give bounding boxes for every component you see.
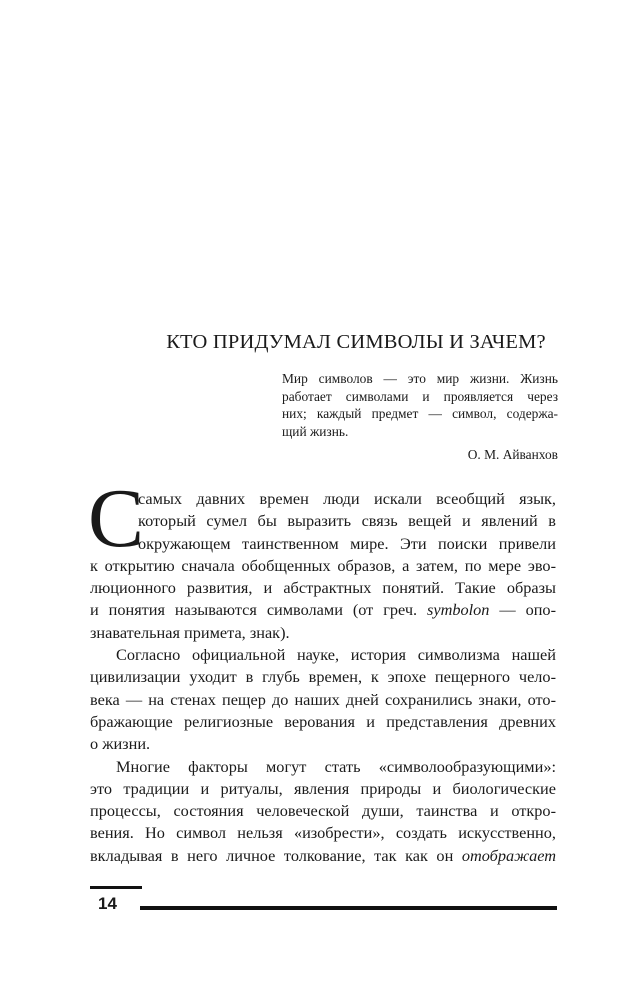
footer-rule-long [140, 906, 557, 910]
text-line: Многие факторы могут стать «символообразующими»: [116, 756, 556, 776]
epigraph-line: них; каждый предмет — символ, содержа- [282, 406, 558, 421]
epigraph-line: щий жизнь. [282, 423, 349, 439]
text-line: бражающие религиозные верования и представления древних [90, 711, 556, 731]
text-line: который сумел бы выразить связь вещей и явлений в [138, 511, 556, 531]
text-line: вения. Но символ нельзя «изобрести», создать искусственно, [90, 823, 556, 843]
text-line: о жизни. [90, 734, 151, 754]
text-line: люционного развития, и абстрактных понятий. Такие образы [90, 578, 556, 598]
epigraph-line: Мир символов — это мир жизни. Жизнь [282, 371, 558, 386]
text-line: знавательная примета, знак). [90, 622, 290, 642]
body-text [90, 488, 556, 867]
text-fragment: вкладывая в него личное толкование, так как он [90, 845, 454, 865]
text-line: века — на стенах пещер до наших дней сохранились знаки, ото- [90, 689, 556, 709]
footer-rule-short [90, 886, 142, 889]
italic-term: symbolon [427, 600, 490, 620]
text-line: это традиции и ритуалы, явления природы и биологические [90, 778, 556, 798]
drop-cap: С [88, 472, 145, 565]
text-line: Согласно официальной науке, история символизма нашей [116, 645, 556, 665]
chapter-title: КТО ПРИДУМАЛ СИМВОЛЫ И ЗАЧЕМ? [166, 331, 546, 353]
text-fragment: и понятия называются символами (от греч. [90, 600, 418, 620]
text-line: процессы, состояния человеческой души, таинства и откро- [90, 801, 556, 821]
epigraph-author: О. М. Айванхов [467, 447, 558, 462]
epigraph [282, 370, 558, 464]
text-fragment: — опо- [499, 600, 556, 620]
text-line: самых давних времен люди искали всеобщий язык, [138, 489, 556, 508]
text-line: цивилизации уходит в глубь времен, к эпохе пещерного чело- [90, 667, 556, 687]
italic-term: отображает [461, 845, 556, 865]
page-number: 14 [98, 894, 117, 913]
text-line [90, 845, 556, 867]
text-line: к открытию сначала обобщенных образов, а затем, по мере эво- [90, 555, 556, 575]
text-line [90, 599, 556, 621]
epigraph-line: работает символами и проявляется через [282, 388, 558, 404]
text-line: окружающем таинственном мире. Эти поиски привели [138, 533, 556, 553]
